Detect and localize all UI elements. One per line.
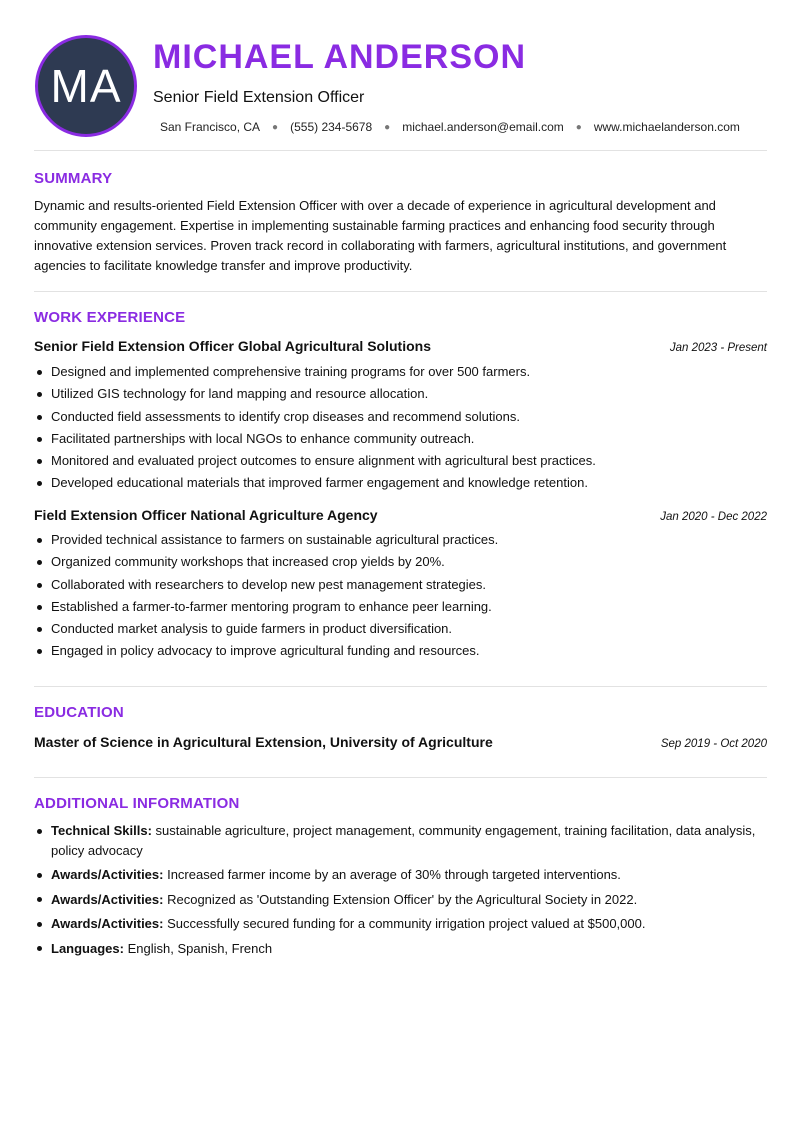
contact-email[interactable]: michael.anderson@email.com xyxy=(402,120,564,134)
list-item: Collaborated with researchers to develop new pest management strategies. xyxy=(34,574,767,596)
info-label: Technical Skills: xyxy=(51,823,152,838)
list-item xyxy=(34,821,767,860)
list-item: Designed and implemented comprehensive training programs for over 500 farmers. xyxy=(34,361,767,383)
list-item xyxy=(34,914,767,934)
list-item: Provided technical assistance to farmers on sustainable agricultural practices. xyxy=(34,529,767,551)
job-role: Field Extension Officer National Agriculture Agency xyxy=(34,507,378,523)
avatar-initials: MA xyxy=(50,60,122,112)
job-header xyxy=(34,338,767,354)
info-text: Recognized as 'Outstanding Extension Officer' by the Agricultural Society in 2022. xyxy=(167,891,638,907)
list-item xyxy=(34,865,767,885)
list-item: Organized community workshops that increased crop yields by 20%. xyxy=(34,551,767,573)
list-item: Conducted market analysis to guide farmers in product diversification. xyxy=(34,618,767,640)
education-entry xyxy=(34,734,767,750)
info-text: Increased farmer income by an average of 30% through targeted interventions. xyxy=(167,867,621,882)
list-item: Conducted field assessments to identify crop diseases and recommend solutions. xyxy=(34,406,767,428)
info-text: sustainable agriculture, project management, community engagement, training facilitation, data analysis, policy advocacy xyxy=(51,823,756,858)
info-text: Successfully secured funding for a community irrigation project valued at $500,000. xyxy=(167,916,646,931)
education-heading: EDUCATION xyxy=(34,704,124,721)
education-dates: Sep 2019 - Oct 2020 xyxy=(660,738,767,750)
job-bullets xyxy=(34,529,767,663)
contact-phone: (555) 234-5678 xyxy=(290,120,373,134)
list-item xyxy=(34,939,767,959)
additional-info-heading: ADDITIONAL INFORMATION xyxy=(34,795,240,812)
avatar xyxy=(35,35,137,137)
job-role: Senior Field Extension Officer Global Agricultural Solutions xyxy=(34,338,431,354)
info-label: Languages: xyxy=(51,940,124,956)
job-title: Senior Field Extension Officer xyxy=(153,89,365,106)
additional-info-list xyxy=(34,821,767,963)
info-label: Awards/Activities: xyxy=(51,867,164,882)
job-bullets xyxy=(34,361,767,495)
list-item: Utilized GIS technology for land mapping and resource allocation. xyxy=(34,383,767,405)
divider xyxy=(34,686,767,687)
job-header xyxy=(34,507,767,523)
job-dates: Jan 2023 - Present xyxy=(669,342,767,354)
list-item xyxy=(34,890,767,910)
candidate-name: MICHAEL ANDERSON xyxy=(153,38,527,76)
separator-dot-icon: ● xyxy=(575,121,582,133)
list-item: Engaged in policy advocacy to improve agricultural funding and resources. xyxy=(34,640,767,662)
job-dates: Jan 2020 - Dec 2022 xyxy=(660,511,767,523)
info-text: English, Spanish, French xyxy=(127,940,273,956)
contact-location: San Francisco, CA xyxy=(160,120,261,134)
separator-dot-icon: ● xyxy=(272,121,279,133)
list-item: Facilitated partnerships with local NGOs to enhance community outreach. xyxy=(34,428,767,450)
divider xyxy=(34,291,767,292)
summary-text: Dynamic and results-oriented Field Extension Officer with over a decade of experience in agricultural development and community engagement. Expertise in implementing sustainable farming practices and enhancing food security through innovative extension services. Proven track record in collaborating with farmers, agricultural institutions, and government agencies to facilitate knowledge transfer and improve productivity. xyxy=(34,198,727,273)
divider xyxy=(34,777,767,778)
summary-heading: SUMMARY xyxy=(34,170,113,187)
divider xyxy=(34,150,767,151)
list-item: Developed educational materials that improved farmer engagement and knowledge retention. xyxy=(34,472,767,494)
info-label: Awards/Activities: xyxy=(51,891,164,907)
education-degree: Master of Science in Agricultural Extension, University of Agriculture xyxy=(34,734,493,750)
separator-dot-icon: ● xyxy=(384,121,391,133)
work-experience-heading: WORK EXPERIENCE xyxy=(34,309,186,326)
list-item: Established a farmer-to-farmer mentoring program to enhance peer learning. xyxy=(34,596,767,618)
list-item: Monitored and evaluated project outcomes to ensure alignment with agricultural best practices. xyxy=(34,450,767,472)
contact-info xyxy=(160,120,740,134)
contact-website[interactable]: www.michaelanderson.com xyxy=(593,120,740,134)
info-label: Awards/Activities: xyxy=(51,916,164,931)
